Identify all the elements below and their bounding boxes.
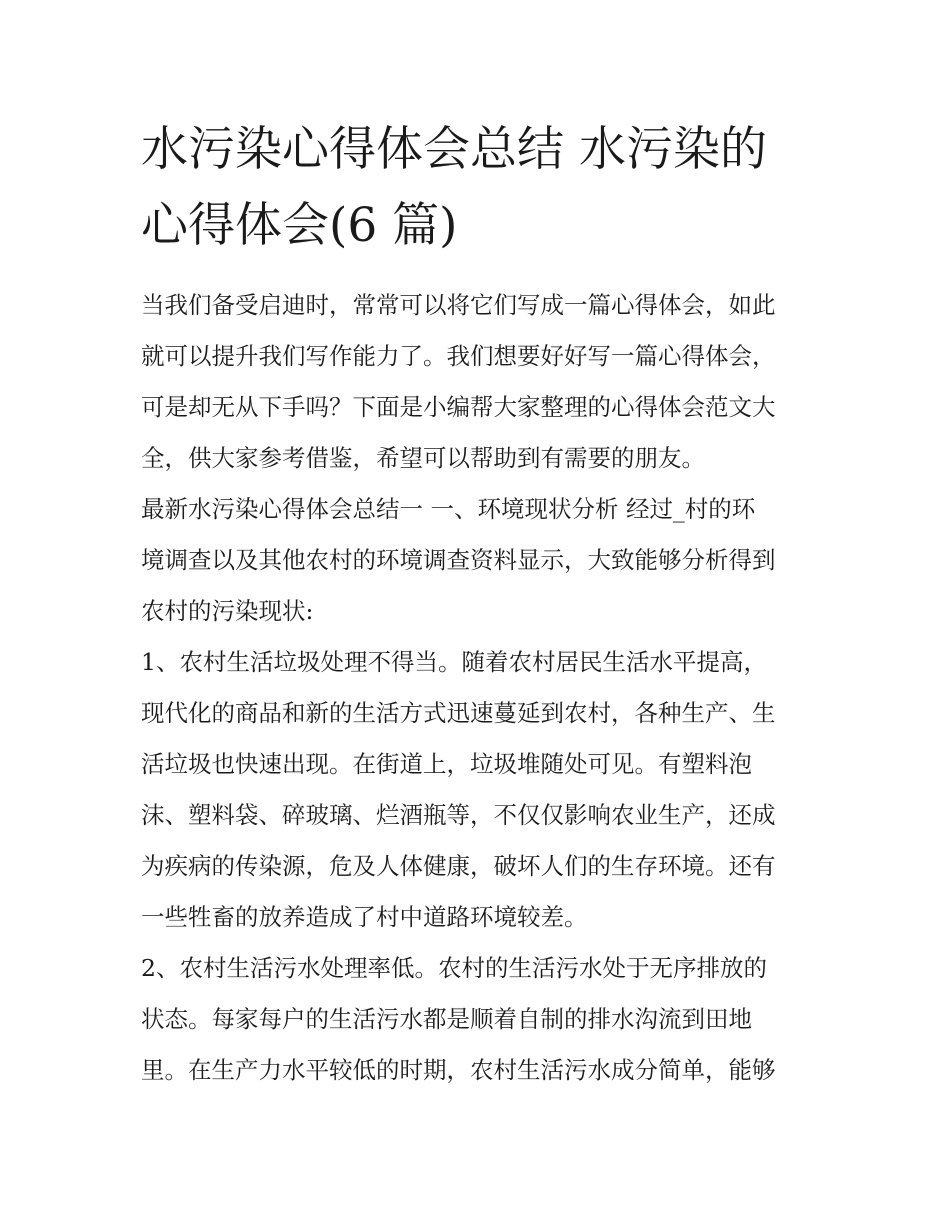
body-line: 状态。每家每户的生活污水都是顺着自制的排水沟流到田地: [141, 1005, 752, 1033]
document-body: [141, 280, 813, 1096]
body-line: 农村的污染现状:: [141, 597, 314, 625]
body-line: 当我们备受启迪时，常常可以将它们写成一篇心得体会，如此: [141, 291, 776, 319]
title-line-2: 心得体会(6 篇): [141, 198, 458, 253]
body-line: 最新水污染心得体会总结一 一、环境现状分析 经过_村的环: [141, 495, 756, 523]
document-title: [141, 112, 813, 264]
body-line: 全，供大家参考借鉴，希望可以帮助到有需要的朋友。: [141, 444, 705, 472]
body-line: 2、农村生活污水处理率低。农村的生活污水处于无序排放的: [141, 954, 767, 982]
body-line: 境调查以及其他农村的环境调查资料显示，大致能够分析得到: [141, 546, 776, 574]
body-line: 1、农村生活垃圾处理不得当。随着农村居民生活水平提高，: [141, 648, 767, 676]
title-line-1: 水污染心得体会总结 水污染的: [141, 122, 767, 177]
body-line: 沫、塑料袋、碎玻璃、烂酒瓶等，不仅仅影响农业生产，还成: [141, 801, 776, 829]
document-page: [141, 112, 813, 1096]
body-line: 一些牲畜的放养造成了村中道路环境较差。: [141, 903, 588, 931]
body-line: 就可以提升我们写作能力了。我们想要好好写一篇心得体会，: [141, 342, 776, 370]
body-line: 活垃圾也快速出现。在街道上，垃圾堆随处可见。有塑料泡: [141, 750, 752, 778]
body-line: 里。在生产力水平较低的时期，农村生活污水成分简单，能够: [141, 1056, 776, 1084]
body-line: 为疾病的传染源，危及人体健康，破坏人们的生存环境。还有: [141, 852, 776, 880]
body-line: 可是却无从下手吗？下面是小编帮大家整理的心得体会范文大: [141, 393, 776, 421]
body-line: 现代化的商品和新的生活方式迅速蔓延到农村，各种生产、生: [141, 699, 776, 727]
